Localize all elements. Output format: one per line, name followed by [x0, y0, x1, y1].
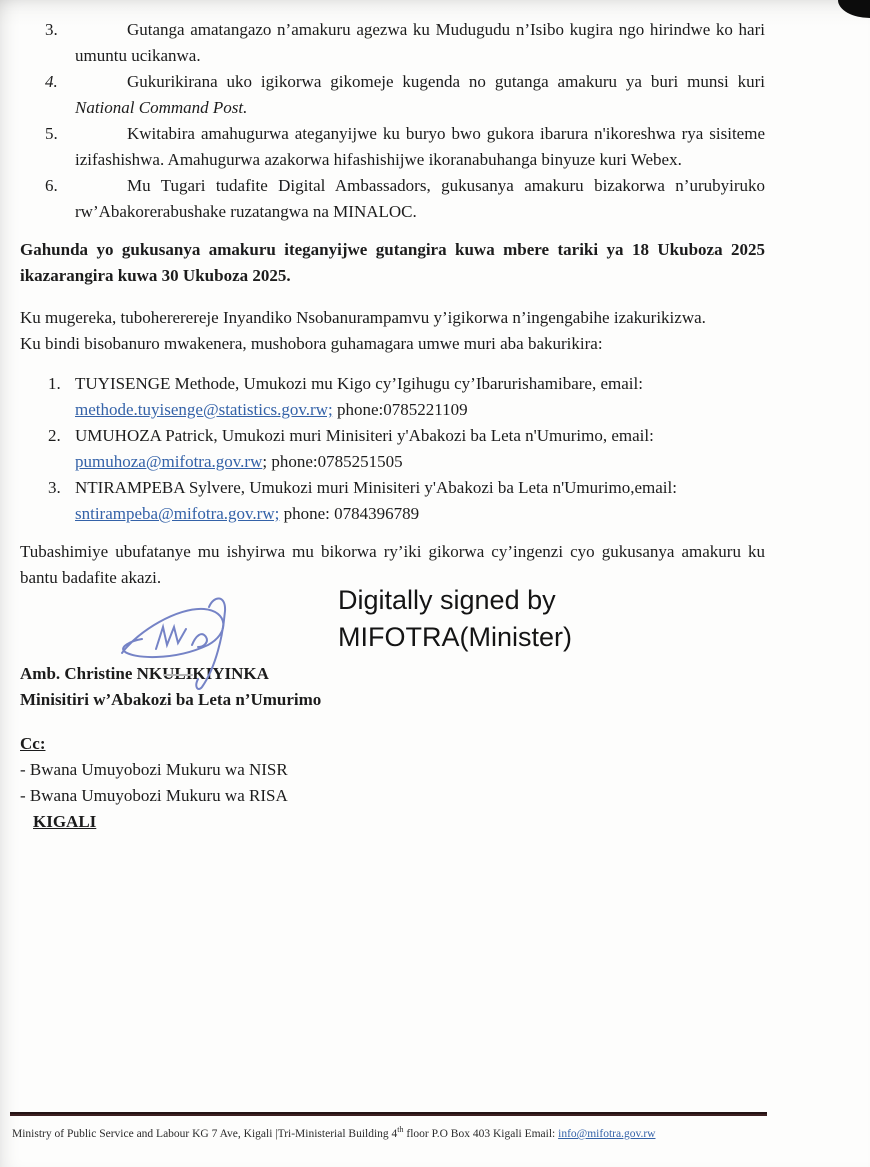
- signatory-name: Amb. Christine NKULIKIYINKA: [20, 664, 269, 683]
- handwritten-signature-image: [112, 587, 260, 695]
- contact-item-3-marker: 3.: [48, 478, 61, 497]
- closing-paragraph: Tubashimiye ubufatanye mu ishyirwa mu bikorwa ry’iki gikorwa cy’ingenzi cyo gukusanya amakuru ku bantu badafite akazi.: [20, 542, 765, 587]
- contact-item-1: [20, 371, 765, 423]
- contact-item-1-text: TUYISENGE Methode, Umukozi mu Kigo cy’Igihugu cy’Ibarurishamibare, email:: [75, 374, 643, 393]
- contact-item-1-email-link[interactable]: methode.tuyisenge@statistics.gov.rw;: [75, 400, 333, 419]
- list-item-3-marker: 3.: [45, 20, 58, 39]
- contacts-intro: Ku bindi bisobanuro mwakenera, mushobora guhamagara umwe muri aba bakurikira:: [20, 334, 603, 353]
- signature-area: [20, 585, 765, 661]
- contacts-list: [20, 371, 765, 527]
- footer-address-text: Ministry of Public Service and Labour KG 7 Ave, Kigali |Tri-Ministerial Building 4: [12, 1127, 398, 1140]
- annex-line: Ku mugereka, tubohererereje Inyandiko Nsobanurampamvu y’igikorwa n’ingengabihe izakurikizwa.: [20, 308, 706, 327]
- contact-item-3-phone: phone: 0784396789: [279, 504, 420, 523]
- contact-item-1-marker: 1.: [48, 374, 61, 393]
- numbered-list: [20, 17, 765, 225]
- contact-item-3-email-link[interactable]: sntirampeba@mifotra.gov.rw;: [75, 504, 280, 523]
- list-item-3-text: Gutanga amatangazo n’amakuru agezwa ku Mudugudu n’Isibo kugira ngo hirindwe ko hari umuntu ucikanwa.: [75, 20, 765, 65]
- contact-item-2: [20, 423, 765, 475]
- list-item-4-marker: 4.: [45, 72, 58, 91]
- cc-item-nisr: - Bwana Umuyobozi Mukuru wa NISR: [20, 760, 288, 779]
- list-item-6-marker: 6.: [45, 176, 58, 195]
- contact-item-2-phone: ; phone:0785251505: [262, 452, 403, 471]
- footer-ordinal-sup: th: [397, 1125, 404, 1134]
- cc-label: Cc:: [20, 734, 46, 753]
- digital-signature-line2: MIFOTRA(Minister): [338, 622, 572, 652]
- list-item-6-text: Mu Tugari tudafite Digital Ambassadors, gukusanya amakuru bizakorwa n’urubyiruko rw’Abakorerabushake ruzatangwa na MINALOC.: [75, 176, 765, 221]
- letter-body: [20, 17, 765, 835]
- list-item-3: [20, 17, 765, 69]
- page-curl-mark: [838, 0, 870, 18]
- contact-item-2-email-link[interactable]: pumuhoza@mifotra.gov.rw: [75, 452, 263, 471]
- list-item-5-marker: 5.: [45, 124, 58, 143]
- cc-item-risa: - Bwana Umuyobozi Mukuru wa RISA: [20, 786, 288, 805]
- list-item-6: [20, 173, 765, 225]
- cc-city: KIGALI: [33, 812, 97, 831]
- digital-signature-line1: Digitally signed by: [338, 585, 556, 615]
- footer-rule: [10, 1112, 767, 1116]
- footer-email-link[interactable]: info@mifotra.gov.rw: [558, 1127, 656, 1140]
- contact-item-3-text: NTIRAMPEBA Sylvere, Umukozi muri Minisiteri y'Abakozi ba Leta n'Umurimo,email:: [75, 478, 677, 497]
- list-item-4-text: Gukurikirana uko igikorwa gikomeje kugenda no gutanga amakuru ya buri munsi kuri: [127, 72, 765, 91]
- cc-block: [20, 731, 765, 835]
- contact-item-1-phone: phone:0785221109: [332, 400, 468, 419]
- list-item-5-text: Kwitabira amahugurwa ateganyijwe ku buryo bwo gukora ibarura n'ikoreshwa rya sisiteme izifashishwa. Amahugurwa azakorwa hifashishijwe ikoranabuhanga binyuze kuri Webex.: [75, 124, 765, 169]
- contact-item-2-text: UMUHOZA Patrick, Umukozi muri Minisiteri y'Abakozi ba Leta n'Umurimo, email:: [75, 426, 654, 445]
- signatory-title: Minisitiri w’Abakozi ba Leta n’Umurimo: [20, 690, 322, 709]
- list-item-4: [20, 69, 765, 121]
- footer-text: [12, 1122, 802, 1142]
- schedule-paragraph: Gahunda yo gukusanya amakuru iteganyijwe gutangira kuwa mbere tariki ya 18 Ukuboza 2025 ikazarangira kuwa 30 Ukuboza 2025.: [20, 240, 765, 285]
- digital-signature-text: [338, 582, 572, 656]
- contact-item-2-marker: 2.: [48, 426, 61, 445]
- list-item-5: [20, 121, 765, 173]
- contact-item-3: [20, 475, 765, 527]
- footer-address-text-2: floor P.O Box 403 Kigali Email:: [403, 1127, 559, 1140]
- list-item-4-italic-text: National Command Post.: [75, 98, 248, 117]
